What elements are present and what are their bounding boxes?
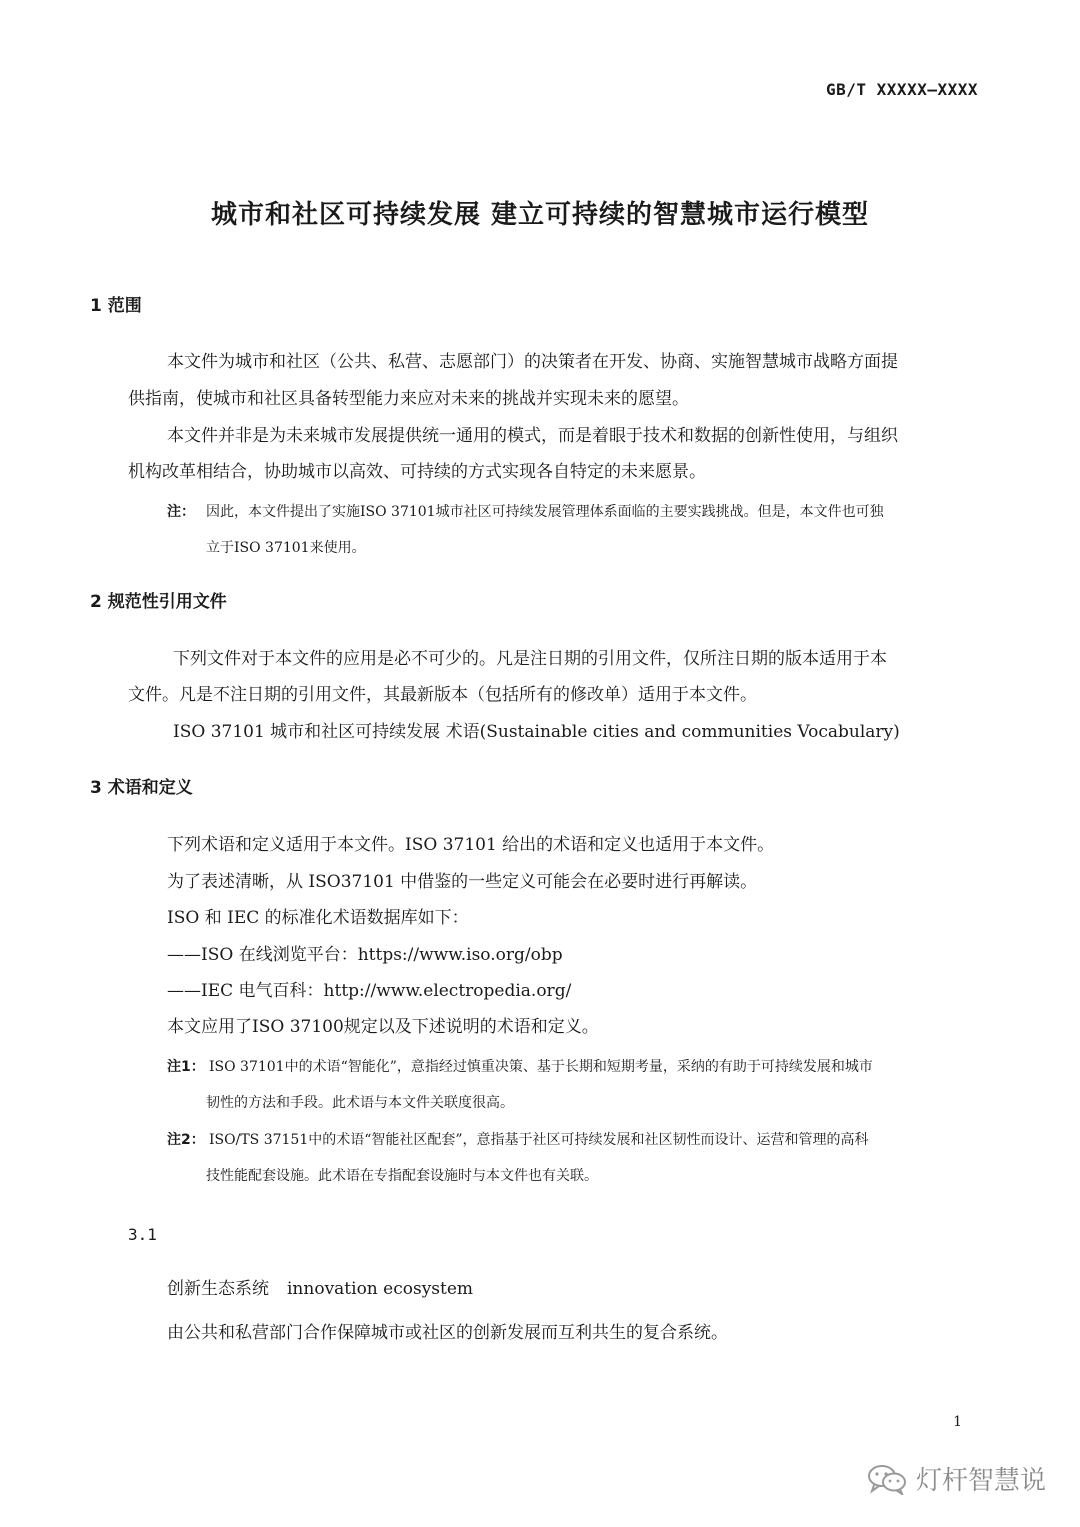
wechat-icon: [866, 1463, 908, 1495]
section-2-para-line-2: 文件。凡是不注日期的引用文件，其最新版本（包括所有的修改单）适用于本文件。: [128, 685, 757, 705]
standard-code: GB/T XXXXX—XXXX: [826, 80, 978, 99]
iec-electropedia-link: ——IEC 电气百科：http://www.electropedia.org/: [167, 981, 572, 1001]
watermark-text: 灯杆智慧说: [915, 1466, 1046, 1496]
section-3-note-1-label: 注1：: [167, 1059, 205, 1075]
section-3-note-2-label: 注2：: [167, 1132, 205, 1148]
term-chinese: 创新生态系统: [167, 1279, 269, 1299]
section-1-para-1-line-2: 供指南，使城市和社区具备转型能力来应对未来的挑战并实现未来的愿望。: [128, 389, 689, 409]
document-title: 城市和社区可持续发展 建立可持续的智慧城市运行模型: [210, 200, 870, 230]
section-2-para-line-1: 下列文件对于本文件的应用是必不可少的。凡是注日期的引用文件，仅所注日期的版本适用于本: [173, 649, 887, 669]
section-3-line-2: 为了表述清晰，从 ISO37101 中借鉴的一些定义可能会在必要时进行再解读。: [167, 872, 758, 892]
term-definition: 由公共和私营部门合作保障城市或社区的创新发展而互利共生的复合系统。: [167, 1323, 728, 1343]
section-1-note-line-2: 立于ISO 37101来使用。: [206, 540, 366, 556]
section-3-note-2-line-1: ISO/TS 37151中的术语“智能社区配套”，意指基于社区可持续发展和社区韧性而设计、运营和管理的高科: [209, 1132, 869, 1148]
normative-reference: ISO 37101 城市和社区可持续发展 术语(Sustainable cities and communities Vocabulary): [173, 722, 900, 742]
page-number: 1: [953, 1414, 962, 1430]
section-1-para-1-line-1: 本文件为城市和社区（公共、私营、志愿部门）的决策者在开发、协商、实施智慧城市战略方面提: [167, 352, 898, 372]
section-1-heading: 1 范围: [90, 296, 142, 316]
section-3-line-1: 下列术语和定义适用于本文件。ISO 37101 给出的术语和定义也适用于本文件。: [167, 835, 775, 855]
section-3-note-2-line-2: 技性能配套设施。此术语在专指配套设施时与本文件也有关联。: [206, 1168, 598, 1184]
section-1-para-2-line-2: 机构改革相结合，协助城市以高效、可持续的方式实现各自特定的未来愿景。: [128, 462, 706, 482]
section-1-note-line-1: 因此，本文件提出了实施ISO 37101城市社区可持续发展管理体系面临的主要实践挑战。但是，本文件也可独: [206, 504, 884, 520]
term-entry: [167, 1274, 473, 1299]
section-3-line-6: 本文应用了ISO 37100规定以及下述说明的术语和定义。: [167, 1017, 599, 1037]
term-number: 3.1: [128, 1225, 157, 1244]
section-3-heading: 3 术语和定义: [90, 778, 193, 798]
iso-obp-link: ——ISO 在线浏览平台：https://www.iso.org/obp: [167, 945, 563, 965]
section-3-note-1-line-2: 韧性的方法和手段。此术语与本文件关联度很高。: [206, 1095, 514, 1111]
section-3-note-1-line-1: ISO 37101中的术语“智能化”，意指经过慎重决策、基于长期和短期考量，采纳的有助于可持续发展和城市: [209, 1059, 873, 1075]
section-1-para-2-line-1: 本文件并非是为未来城市发展提供统一通用的模式，而是着眼于技术和数据的创新性使用，与组织: [167, 426, 898, 446]
section-2-heading: 2 规范性引用文件: [90, 592, 227, 612]
watermark: [866, 1460, 1046, 1497]
section-3-line-3: ISO 和 IEC 的标准化术语数据库如下：: [167, 908, 469, 928]
section-1-note-label: 注：: [167, 504, 195, 520]
term-english: innovation ecosystem: [287, 1279, 474, 1299]
